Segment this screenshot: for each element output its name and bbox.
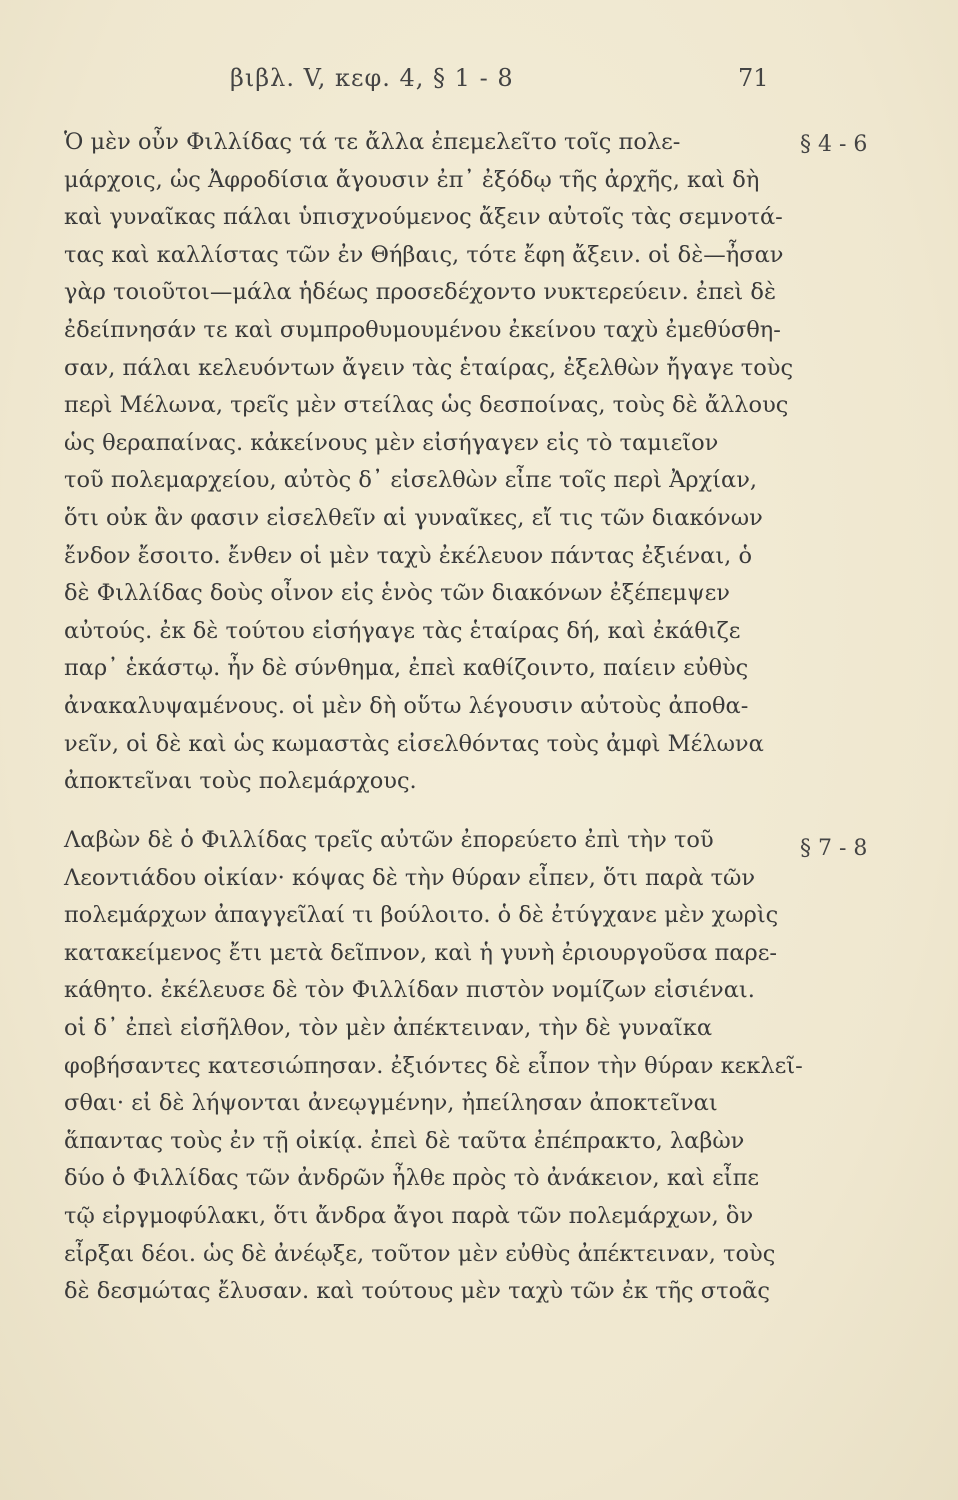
text-line: περὶ Μέλωνα, τρεῖς μὲν στείλας ὡς δεσποίνας, τοὺς δὲ ἄλλους [64,392,789,419]
text-line: καὶ γυναῖκας πάλαι ὑπισχνούμενος ἄξειν αὐτοῖς τὰς σεμνοτά- [64,204,783,231]
running-head: βιβλ. V, κεφ. 4, § 1 - 8 [230,64,514,92]
text-line: νεῖν, οἱ δὲ καὶ ὡς κωμαστὰς εἰσελθόντας τοὺς ἀμφὶ Μέλωνα [64,730,764,757]
page-number: 71 [738,64,769,92]
paragraph [24,822,803,1311]
text-line: πολεμάρχων ἀπαγγεῖλαί τι βούλοιτο. ὁ δὲ ἐτύγχανε μὲν χωρὶς [64,902,779,929]
text-line: σθαι· εἰ δὲ λήψονται ἀνεῳγμένην, ἠπείλησαν ἀποκτεῖναι [64,1090,718,1117]
text-line: δὲ Φιλλίδας δοὺς οἶνον εἰς ἑνὸς τῶν διακόνων ἐξέπεμψεν [64,580,730,607]
text-line: μάρχοις, ὡς Ἀφροδίσια ἄγουσιν ἐπ᾽ ἐξόδῳ τῆς ἀρχῆς, καὶ δὴ [64,166,760,193]
text-line: Λεοντιάδου οἰκίαν· κόψας δὲ τὴν θύραν εἶπεν, ὅτι παρὰ τῶν [64,864,756,891]
text-line: τοῦ πολεμαρχείου, αὐτὸς δ᾽ εἰσελθὼν εἶπε τοῖς περὶ Ἀρχίαν, [64,467,758,494]
text-line: Ὁ μὲν οὖν Φιλλίδας τά τε ἄλλα ἐπεμελεῖτο τοῖς πολε- [64,129,681,155]
text-line: ὡς θεραπαίνας. κἀκείνους μὲν εἰσήγαγεν εἰς τὸ ταμιεῖον [64,429,719,456]
margin-section-note: § 7 - 8 [800,836,868,861]
text-line: δύο ὁ Φιλλίδας τῶν ἀνδρῶν ἦλθε πρὸς τὸ ἀνάκειον, καὶ εἶπε [64,1165,760,1192]
text-line: Λαβὼν δὲ ὁ Φιλλίδας τρεῖς αὐτῶν ἐπορεύετο ἐπὶ τὴν τοῦ [64,827,714,853]
text-line: τῷ εἰργμοφύλακι, ὅτι ἄνδρα ἄγοι παρὰ τῶν πολεμάρχων, ὃν [64,1202,754,1229]
text-line: τας καὶ καλλίστας τῶν ἐν Θήβαις, τότε ἔφη ἄξειν. οἱ δὲ—ἦσαν [64,241,784,268]
text-line: ἅπαντας τοὺς ἐν τῇ οἰκίᾳ. ἐπεὶ δὲ ταῦτα ἐπέπρακτο, λαβὼν [64,1127,745,1154]
text-line: ἀποκτεῖναι τοὺς πολεμάρχους. [64,768,417,795]
text-line: κατακείμενος ἔτι μετὰ δεῖπνον, καὶ ἡ γυνὴ ἐριουργοῦσα παρε- [64,939,778,966]
paragraph [24,124,794,801]
text-line: κάθητο. ἐκέλευσε δὲ τὸν Φιλλίδαν πιστὸν νομίζων εἰσιέναι. [64,977,755,1004]
text-line: ὅτι οὐκ ἂν φασιν εἰσελθεῖν αἱ γυναῖκες, εἴ τις τῶν διακόνων [64,504,763,531]
text-line: αὐτούς. ἐκ δὲ τούτου εἰσήγαγε τὰς ἑταίρας δή, καὶ ἐκάθιζε [64,617,741,644]
text-line: εἶρξαι δέοι. ὡς δὲ ἀνέῳξε, τοῦτον μὲν εὐθὺς ἀπέκτειναν, τοὺς [64,1240,776,1267]
text-line: ἐδείπνησάν τε καὶ συμπροθυμουμένου ἐκείνου ταχὺ ἐμεθύσθη- [64,316,781,343]
text-line: οἱ δ᾽ ἐπεὶ εἰσῆλθον, τὸν μὲν ἀπέκτειναν, τὴν δὲ γυναῖκα [64,1014,713,1041]
margin-section-note: § 4 - 6 [800,132,868,157]
text-line: ἀνακαλυψαμένους. οἱ μὲν δὴ οὕτω λέγουσιν αὐτοὺς ἀποθα- [64,692,749,719]
text-line: δὲ δεσμώτας ἔλυσαν. καὶ τούτους μὲν ταχὺ τῶν ἐκ τῆς στοᾶς [64,1278,770,1305]
text-line: φοβήσαντες κατεσιώπησαν. ἐξιόντες δὲ εἶπον τὴν θύραν κεκλεῖ- [64,1052,803,1079]
text-line: παρ᾽ ἑκάστῳ. ἦν δὲ σύνθημα, ἐπεὶ καθίζοιντο, παίειν εὐθὺς [64,655,749,682]
text-line: σαν, πάλαι κελευόντων ἄγειν τὰς ἑταίρας, ἐξελθὼν ἤγαγε τοὺς [64,354,794,381]
text-line: ἔνδον ἔσοιτο. ἔνθεν οἱ μὲν ταχὺ ἐκέλευον πάντας ἐξιέναι, ὁ [64,542,753,569]
text-line: γὰρ τοιοῦτοι—μάλα ἡδέως προσεδέχοντο νυκτερεύειν. ἐπεὶ δὲ [64,279,777,306]
